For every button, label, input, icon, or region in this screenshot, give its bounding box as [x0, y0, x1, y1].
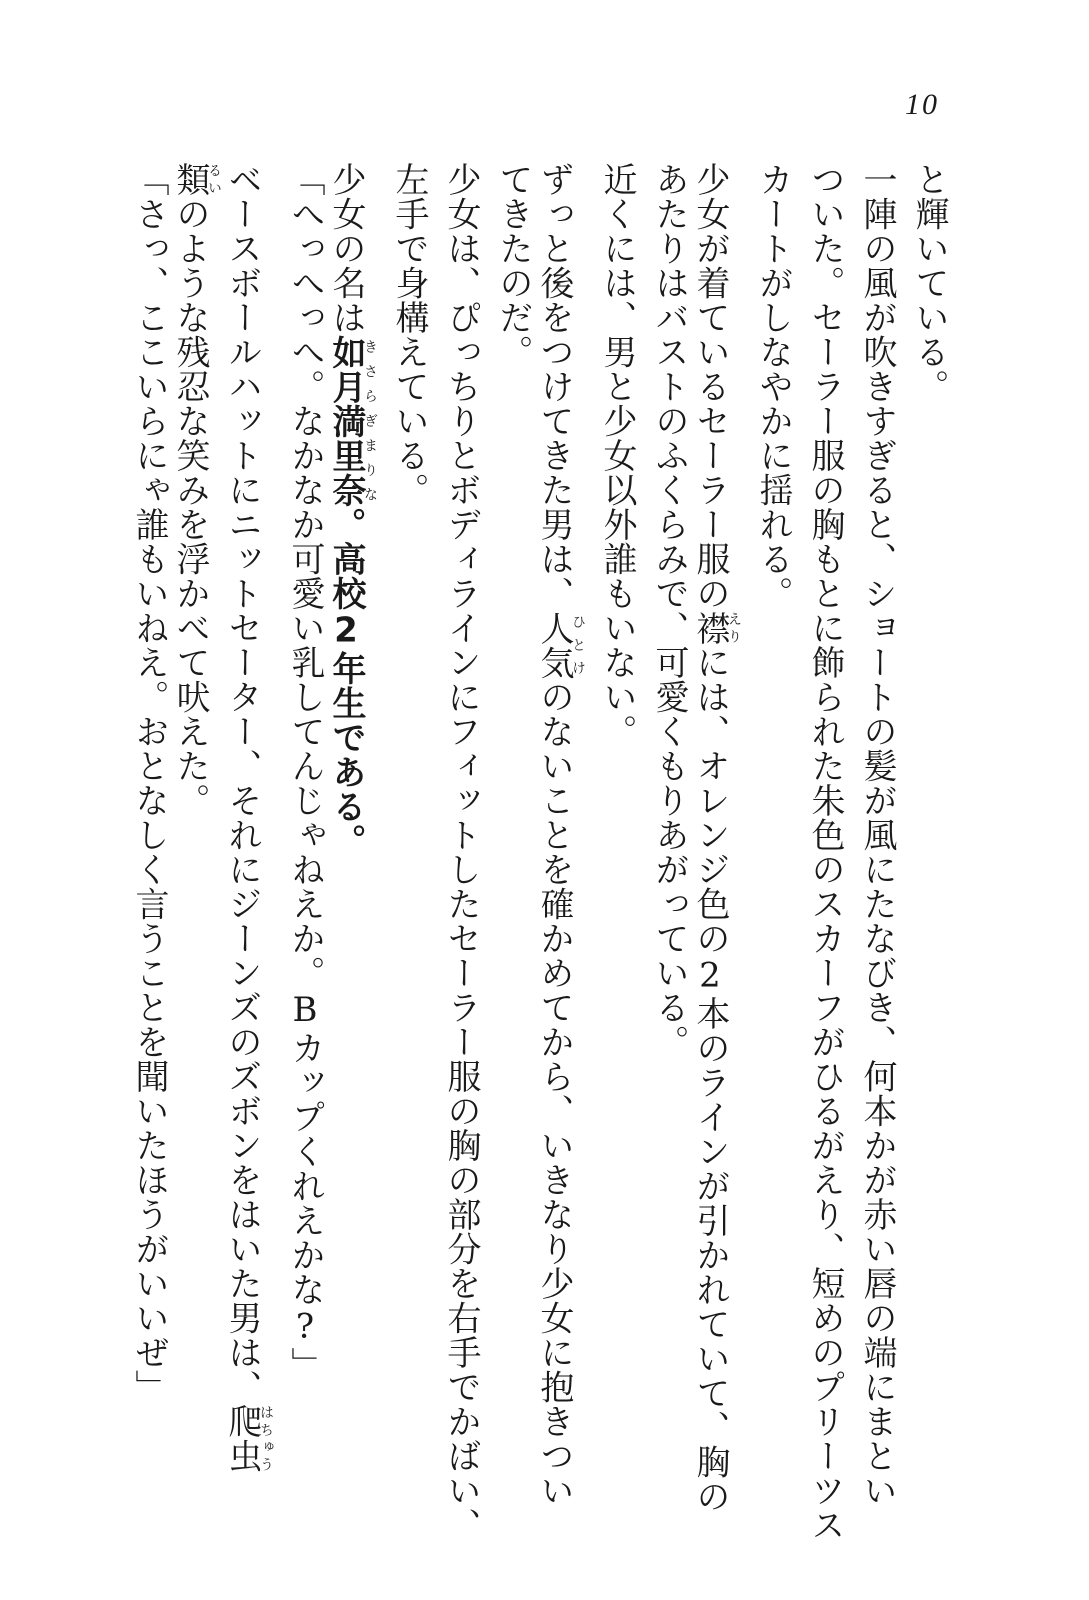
text-column [534, 162, 586, 1508]
text-segment: カートがしなやかに揺れる。 [753, 162, 793, 611]
text-column [285, 162, 325, 1382]
text-segment: 「さっ、ここいらにゃ誰もいねえ。おとなしく言うことを聞いたほうがいいぜ」 [129, 162, 169, 1404]
text-segment: のような残忍な笑みを浮かべて吠えた。 [170, 196, 210, 818]
text-column [441, 162, 481, 1542]
text-segment: ついた。セーラー服の胸もとに飾られた朱色のスカーフがひるがえり、短めのプリーツス [805, 162, 845, 1542]
furigana: えり [726, 610, 742, 645]
text-column [389, 162, 429, 1352]
furigana: ひとけ [570, 610, 586, 680]
text-segment: ベースボールハットにニットセーター、それにジーンズのズボンをはいた男は、 [222, 162, 262, 1404]
text-column [753, 162, 793, 1352]
text-segment: のないことを確かめてから、いきなり少女に抱きつい [534, 679, 574, 1508]
ruby-text: 人気ひとけ [534, 610, 586, 680]
ruby-text: 爬虫はちゅう [222, 1404, 274, 1473]
text-column [857, 162, 897, 1508]
text-segment: あたりはバストのふくらみで、可愛くもりあがっている。 [649, 162, 689, 1059]
text-column [597, 162, 637, 1352]
text-segment: と輝いている。 [909, 162, 949, 404]
text-column [909, 162, 949, 1352]
text-segment: 少女の名は [326, 162, 366, 335]
text-column [690, 162, 742, 1514]
text-column [493, 162, 533, 1352]
ruby-text: 如月満里奈きさらぎまりな [326, 334, 378, 507]
text-column [129, 162, 169, 1404]
text-segment: ずっと後をつけてきた男は、 [534, 162, 574, 611]
text-column [170, 162, 222, 1352]
text-segment: 少女は、ぴっちりとボディラインにフィットしたセーラー服の胸の部分を右手でかばい、 [441, 162, 481, 1542]
text-column [649, 162, 689, 1352]
text-column [805, 162, 845, 1542]
furigana: はちゅう [258, 1404, 274, 1473]
text-segment: 。高校2年生である。 [326, 507, 366, 858]
ruby-text: 襟えり [690, 610, 742, 645]
furigana: るい [206, 162, 222, 197]
text-column [326, 162, 378, 1352]
text-segment: 近くには、男と少女以外誰もいない。 [597, 162, 637, 749]
ruby-text: 類るい [170, 162, 222, 197]
vertical-text-body [129, 162, 949, 1542]
text-segment: には、オレンジ色の2本のラインが引かれていて、胸の [690, 645, 730, 1514]
page-number: 10 [905, 88, 939, 121]
text-segment: 左手で身構えている。 [389, 162, 429, 507]
text-column [222, 162, 274, 1473]
text-segment: てきたのだ。 [493, 162, 533, 369]
text-segment: 「へっへっへ。なかなか可愛い乳してんじゃねえか。Bカップくれえかな?」 [285, 162, 325, 1382]
text-segment: 一陣の風が吹きすぎると、ショートの髪が風にたなびき、何本かが赤い唇の端にまとい [857, 162, 897, 1508]
furigana: きさらぎまりな [362, 334, 378, 507]
text-segment: 少女が着ているセーラー服の [690, 162, 730, 611]
